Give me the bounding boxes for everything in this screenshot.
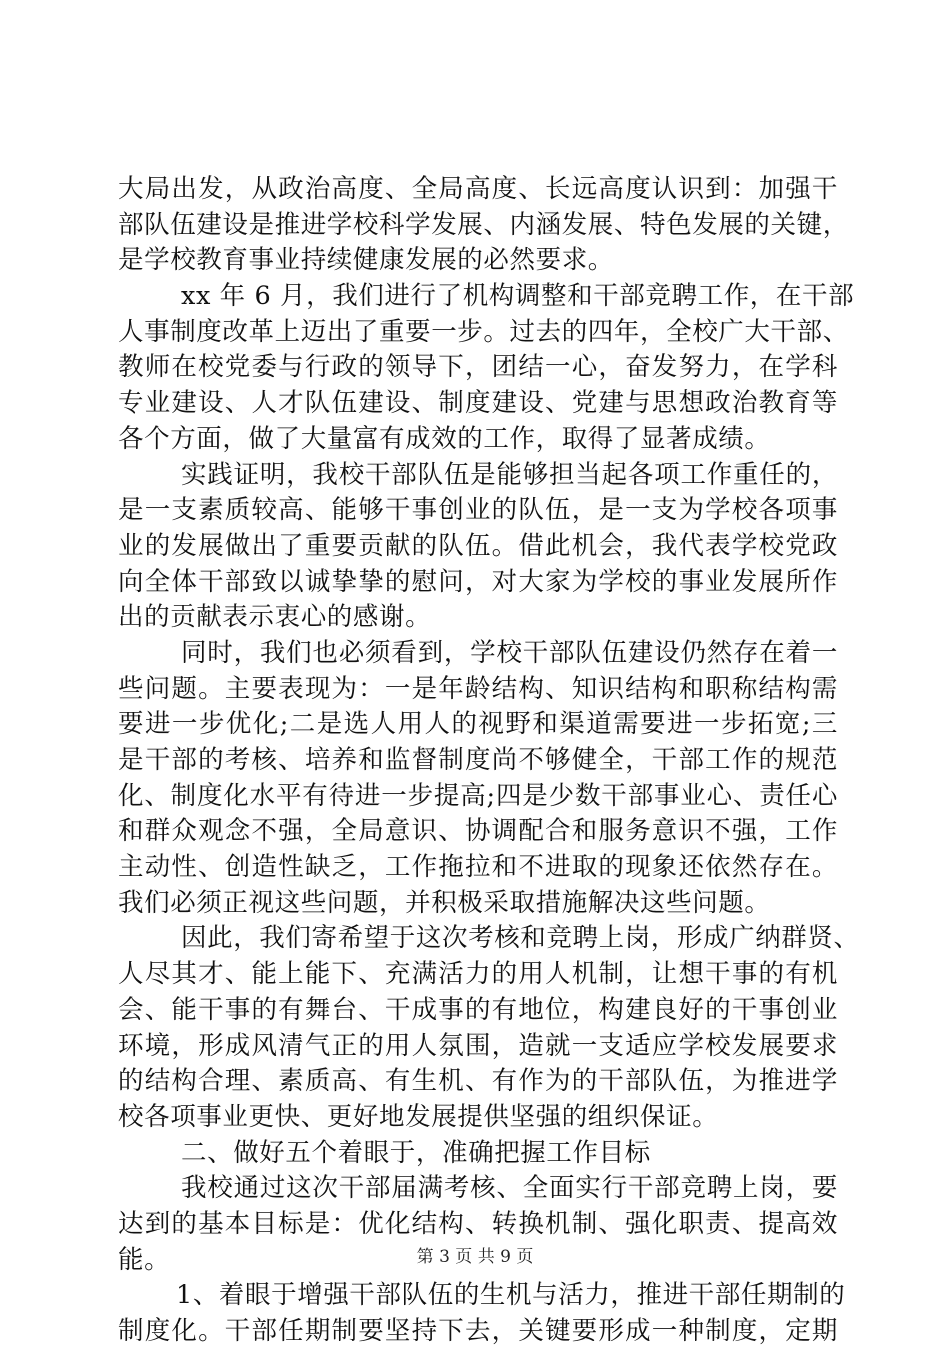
text-line: 二、做好五个着眼于，准确把握工作目标	[181, 1137, 651, 1168]
text-line: 校各项事业更快、更好地发展提供坚强的组织保证。	[118, 1101, 719, 1132]
text-line: 些问题。主要表现为：一是年龄结构、知识结构和职称结构需	[118, 673, 838, 704]
text-line: 部队伍建设是推进学校科学发展、内涵发展、特色发展的关键，	[118, 209, 849, 240]
text-line: 我校通过这次干部届满考核、全面实行干部竞聘上岗，要	[181, 1173, 838, 1204]
text-line: 实践证明，我校干部队伍是能够担当起各项工作重任的，	[181, 459, 838, 490]
text-line: 同时，我们也必须看到，学校干部队伍建设仍然存在着一	[181, 637, 838, 668]
text-line: 向全体干部致以诚挚挚的慰问，对大家为学校的事业发展所作	[118, 566, 838, 597]
text-line: 制度化。干部任期制要坚持下去，关键要形成一种制度，定期	[118, 1316, 838, 1346]
text-line: 的结构合理、素质高、有生机、有作为的干部队伍，为推进学	[118, 1066, 838, 1097]
page-footer: 第 3 页 共 9 页	[416, 1247, 534, 1267]
text-line: 会、能干事的有舞台、干成事的有地位，构建良好的干事创业	[118, 994, 838, 1025]
text-line: 专业建设、人才队伍建设、制度建设、党建与思想政治教育等	[118, 388, 838, 419]
text-line: 能。	[118, 1244, 171, 1275]
text-line: 出的贡献表示衷心的感谢。	[118, 602, 432, 633]
text-line: 大局出发，从政治高度、全局高度、长远高度认识到：加强干	[118, 174, 838, 204]
text-line: 业的发展做出了重要贡献的队伍。借此机会，我代表学校党政	[118, 530, 838, 561]
text-line: 人事制度改革上迈出了重要一步。过去的四年，全校广大干部、	[118, 316, 849, 347]
text-line: 1、着眼于增强干部队伍的生机与活力，推进干部任期制的	[176, 1280, 846, 1311]
text-line: 环境，形成风清气正的用人氛围，造就一支适应学校发展要求	[118, 1030, 838, 1061]
text-line: 要进一步优化;二是选人用人的视野和渠道需要进一步拓宽;三	[118, 709, 838, 740]
text-line: 各个方面，做了大量富有成效的工作，取得了显著成绩。	[118, 423, 771, 454]
text-line: 主动性、创造性缺乏，工作拖拉和不进取的现象还依然存在。	[118, 852, 838, 883]
text-line: 我们必须正视这些问题，并积极采取措施解决这些问题。	[118, 887, 771, 918]
text-line: xx 年 6 月，我们进行了机构调整和干部竞聘工作，在干部	[181, 281, 855, 312]
text-line: 教师在校党委与行政的领导下，团结一心，奋发努力，在学科	[118, 352, 838, 383]
text-line: 化、制度化水平有待进一步提高;四是少数干部事业心、责任心	[118, 780, 838, 811]
document-body	[118, 172, 860, 1350]
text-line: 因此，我们寄希望于这次考核和竞聘上岗，形成广纳群贤、	[181, 923, 860, 954]
text-line: 是学校教育事业持续健康发展的必然要求。	[118, 245, 614, 276]
text-line: 是一支素质较高、能够干事创业的队伍，是一支为学校各项事	[118, 495, 838, 526]
text-line: 和群众观念不强，全局意识、协调配合和服务意识不强，工作	[118, 816, 838, 847]
text-line: 达到的基本目标是：优化结构、转换机制、强化职责、提高效	[118, 1208, 838, 1239]
text-line: 是干部的考核、培养和监督制度尚不够健全，干部工作的规范	[118, 745, 838, 775]
text-line: 人尽其才、能上能下、充满活力的用人机制，让想干事的有机	[118, 959, 838, 990]
